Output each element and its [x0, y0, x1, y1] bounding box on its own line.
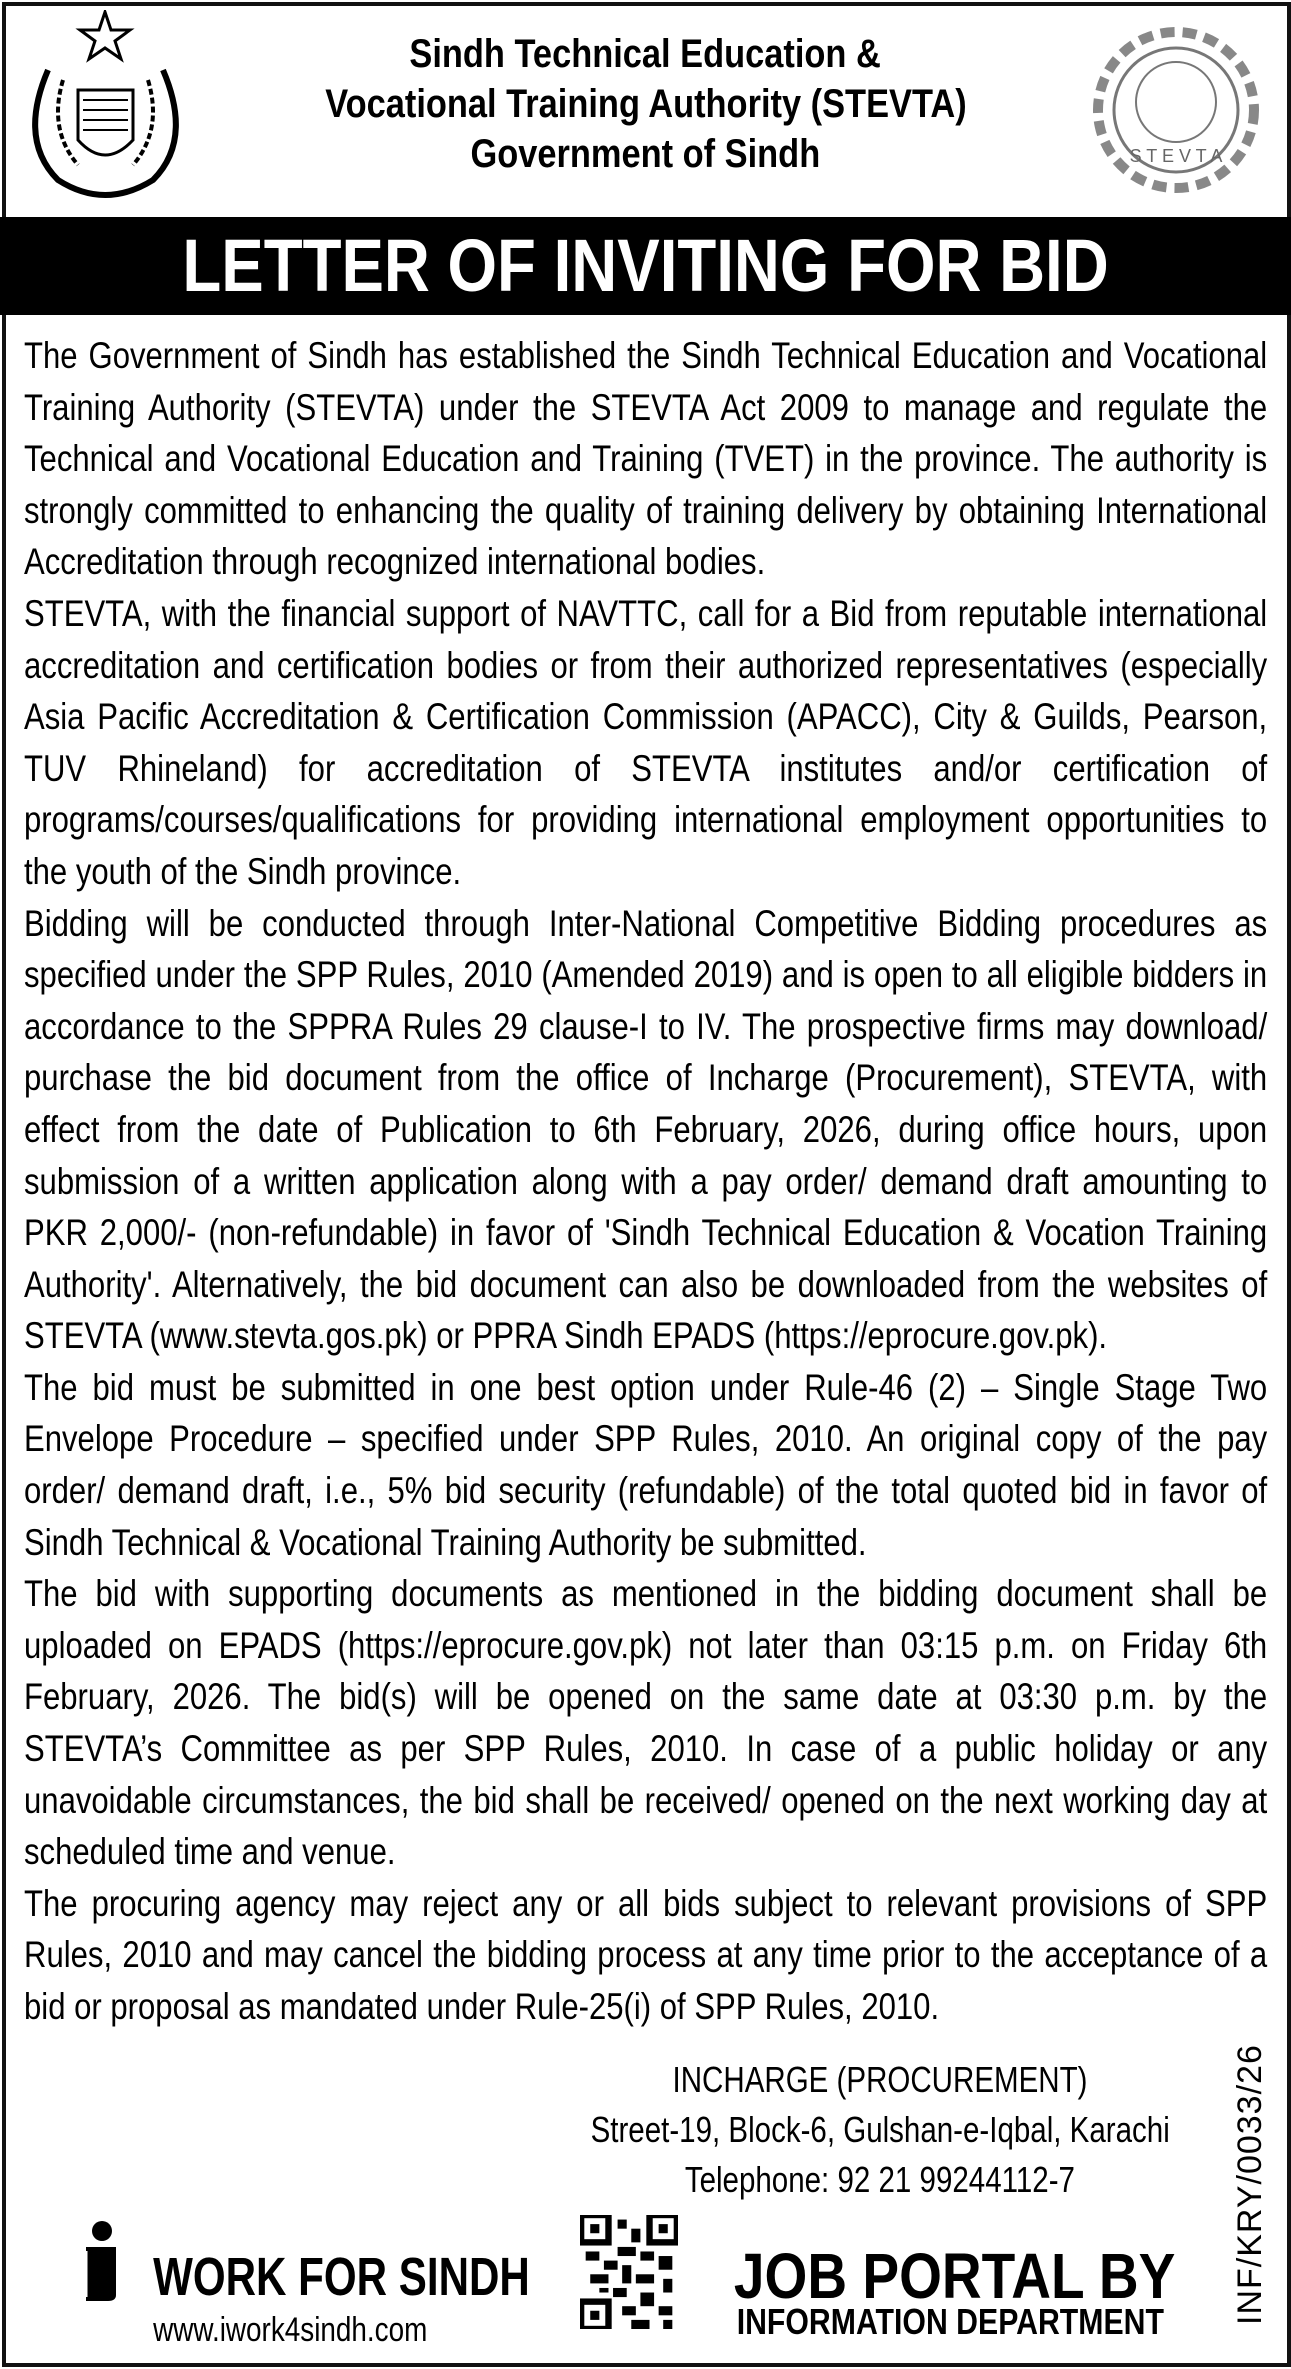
information-department: INFORMATION DEPARTMENT — [736, 2301, 1164, 2342]
body-paragraph: The bid must be submitted in one best option under Rule-46 (2) – Single Stage Two Envelope Procedure – specified under SPP Rules, 2010. An original copy of the pay order/ demand draft, i.e., 5% bid security (refundable) of the total quoted bid in favor of Sindh Technical & Vocational Training Authority be submitted. — [24, 1366, 1268, 1563]
svg-text:S T E V T A: S T E V T A — [1129, 146, 1223, 166]
header-title-line-3: Government of Sindh — [470, 132, 821, 176]
body-paragraph: The procuring agency may reject any or all bids subject to relevant provisions of SPP Rules, 2010 and may cancel the bidding process at any time prior to the acceptance of a bid or proposal as mandated under Rule-25(i) of SPP Rules, 2010. — [24, 1882, 1268, 2027]
body-paragraph: The bid with supporting documents as mentioned in the bidding document shall be uploaded on EPADS (https://eprocure.gov.pk) not later than 03:15 p.m. on Friday 6th February, 2026. The bid(s) will be opened on the same date at 03:30 p.m. by the STEVTA’s Committee as per SPP Rules, 2010. In case of a public holiday or any unavoidable circumstances, the bid shall be received/ opened on the next working day at scheduled time and venue. — [24, 1573, 1268, 1873]
contact-address: Street-19, Block-6, Gulshan-e-Iqbal, Karachi — [590, 2109, 1170, 2150]
body-paragraph: Bidding will be conducted through Inter-National Competitive Bidding procedures as specified under the SPP Rules, 2010 (Amended 2019) and is open to all eligible bidders in accordance to the SPPRA Rules 29 clause-I to IV. The prospective firms may download/ purchase the bid document from the office of Incharge (Procurement), STEVTA, with effect from the date of Publication to 6th February, 2026, during office hours, upon submission of a written application along with a pay order/ demand draft amounting to PKR 2,000/- (non-refundable) in favor of 'Sindh Technical Education & Vocation Training Authority'. Alternatively, the bid document can also be downloaded from the websites of STEVTA (www.stevta.gos.pk) or PPRA Sindh EPADS (https://eprocure.gov.pk). — [24, 902, 1268, 1357]
job-portal-heading: JOB PORTAL BY — [734, 2240, 1176, 2312]
letter-title-banner — [0, 217, 1291, 315]
iwork-url[interactable]: www.iwork4sindh.com — [152, 2311, 428, 2349]
body-paragraph: STEVTA, with the financial support of NAVTTC, call for a Bid from reputable international accreditation and certification bodies or from their authorized representatives (especially Asia Pacific Accreditation & Certification Commission (APACC), City & Guilds, Pearson, TUV Rhineland) for accreditation of STEVTA institutes and/or certification of programs/courses/qualifications for providing international employment opportunities to the youth of the Sindh province. — [24, 592, 1268, 892]
reference-number: INF/KRY/0033/26 — [1231, 2044, 1269, 2325]
header-title-line-1: Sindh Technical Education & — [409, 32, 882, 76]
letter-body — [24, 330, 1267, 2033]
iwork-logo-text: WORK FOR SINDH — [153, 2247, 530, 2307]
header-title-line-2: Vocational Training Authority (STEVTA) — [324, 82, 967, 126]
stevta-logo-icon — [1088, 22, 1264, 202]
body-paragraph: The Government of Sindh has established the Sindh Technical Education and Vocational Training Authority (STEVTA) under the STEVTA Act 2009 to manage and regulate the Technical and Vocational Education and Training (TVET) in the province. The authority is strongly committed to enhancing the quality of training delivery by obtaining International Accreditation through recognized international bodies. — [24, 335, 1268, 583]
contact-telephone: Telephone: 92 21 99244112-7 — [684, 2159, 1076, 2200]
contact-office: INCHARGE (PROCUREMENT) — [672, 2059, 1088, 2100]
letter-title: LETTER OF INVITING FOR BID — [182, 224, 1109, 307]
